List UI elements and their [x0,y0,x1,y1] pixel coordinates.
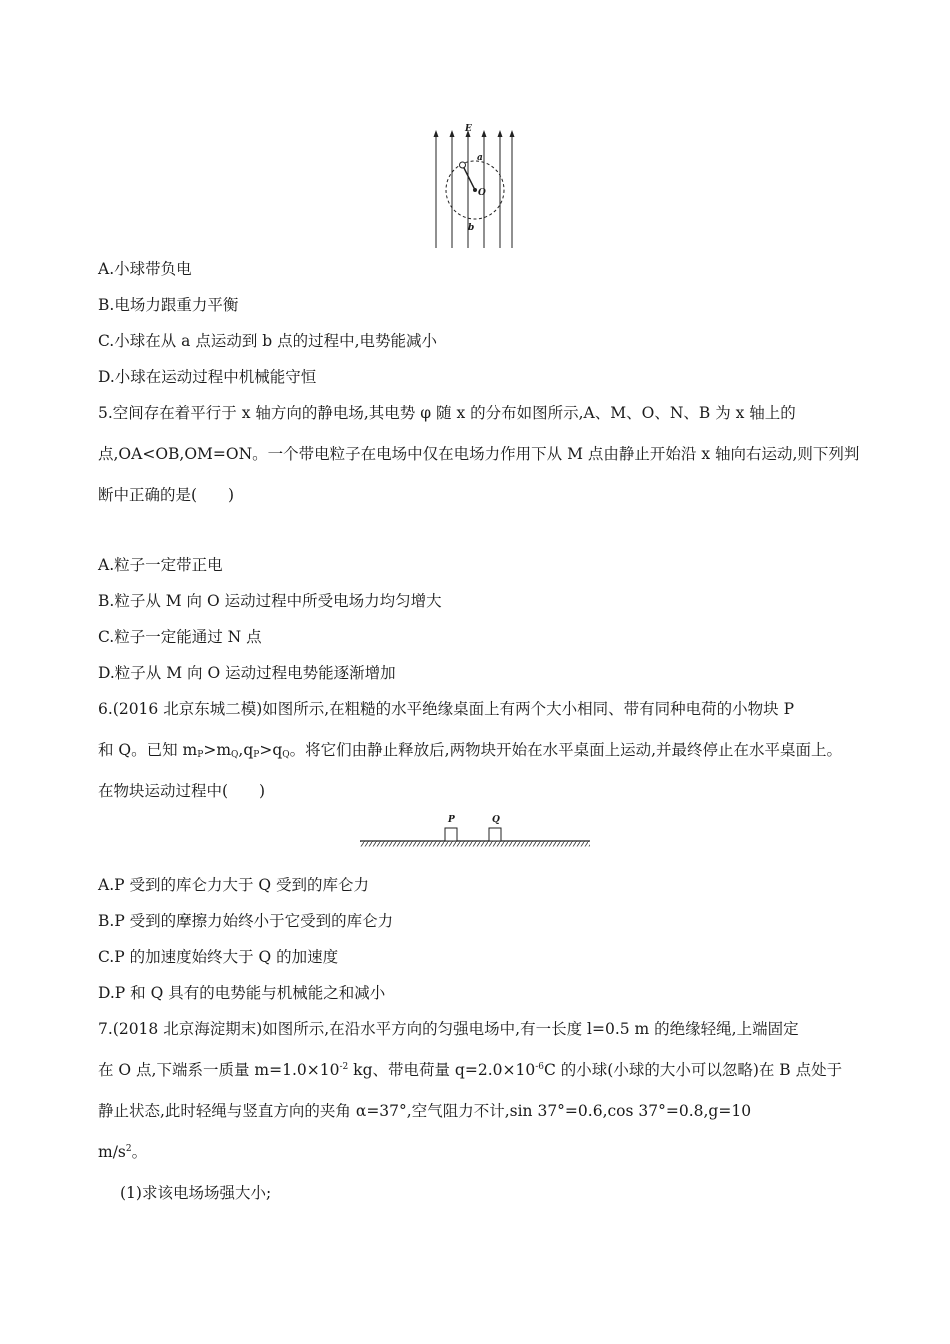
q5-option-c: C.粒子一定能通过 N 点 [98,628,262,646]
q5-option-a: A.粒子一定带正电 [98,556,223,574]
point-label-b: b [468,223,475,233]
q6-option-c: C.P 的加速度始终大于 Q 的加速度 [98,948,339,966]
q5-option-b: B.粒子从 M 向 O 运动过程中所受电场力均匀增大 [98,592,442,610]
q4-option-a: A.小球带负电 [98,260,192,278]
q7-stem-line1: 7.(2018 北京海淀期末)如图所示,在沿水平方向的匀强电场中,有一长度 l=0.5 m 的绝缘轻绳,上端固定 [98,1020,799,1038]
q4-option-b: B.电场力跟重力平衡 [98,296,239,314]
block-p [445,828,457,841]
block-q-label: Q [492,815,500,825]
blocks-on-table-figure [360,812,592,852]
field-label-e: E [465,124,472,134]
q7-subquestion-1: (1)求该电场场强大小; [120,1184,272,1202]
q7-stem-line2: 在 O 点,下端系一质量 $m=1.0\times 10^{-2}$ kg、带电荷量 $q=2.0\times 10^{-6}C$ 的小球(小球的大小可以忽略)在 B 点处于 [98,1061,843,1079]
block-q [489,828,501,841]
q6-option-d: D.P 和 Q 具有的电势能与机械能之和减小 [98,984,386,1002]
string-line [463,166,475,190]
pivot-point [473,188,477,192]
q6-option-a: A.P 受到的库仑力大于 Q 受到的库仑力 [98,876,370,894]
q4-option-c: C.小球在从 a 点运动到 b 点的过程中,电势能减小 [98,332,438,350]
q5-stem-line1: 5.空间存在着平行于 x 轴方向的静电场,其电势 φ 随 x 的分布如图所示,A、M、O、N、B 为 x 轴上的 [98,404,796,422]
q6-stem-line2: 和 Q。已知 $m_P>m_Q,q_P>q_Q$。将它们由静止释放后,两物块开始在水平桌面上运动,并最终停止在水平桌面上。 [98,741,842,760]
q5-stem-line2: 点,OA<OB,OM=ON。一个带电粒子在电场中仅在电场力作用下从 M 点由静止开始沿 x 轴向右运动,则下列判 [98,445,860,463]
q7-stem-line4: $m/s^2$。 [98,1143,148,1161]
center-label-o: O [478,188,486,198]
q4-option-d: D.小球在运动过程中机械能守恒 [98,368,317,386]
table-hatching [360,842,590,847]
ball [460,162,466,168]
electric-field-figure [418,124,518,250]
q7-stem-line3: 静止状态,此时轻绳与竖直方向的夹角 α=37°,空气阻力不计,sin 37°=0.6,cos 37°=0.8,g=10 [98,1102,752,1120]
q6-stem-line1: 6.(2016 北京东城二模)如图所示,在粗糙的水平绝缘桌面上有两个大小相同、带有同种电荷的小物块 P [98,700,795,718]
point-label-a: a [477,153,483,163]
q5-stem-line3: 断中正确的是( ) [98,486,235,504]
q6-stem-line3: 在物块运动过程中( ) [98,782,266,800]
q5-option-d: D.粒子从 M 向 O 运动过程电势能逐渐增加 [98,664,396,682]
q6-option-b: B.P 受到的摩擦力始终小于它受到的库仑力 [98,912,394,930]
block-p-label: P [448,815,455,825]
